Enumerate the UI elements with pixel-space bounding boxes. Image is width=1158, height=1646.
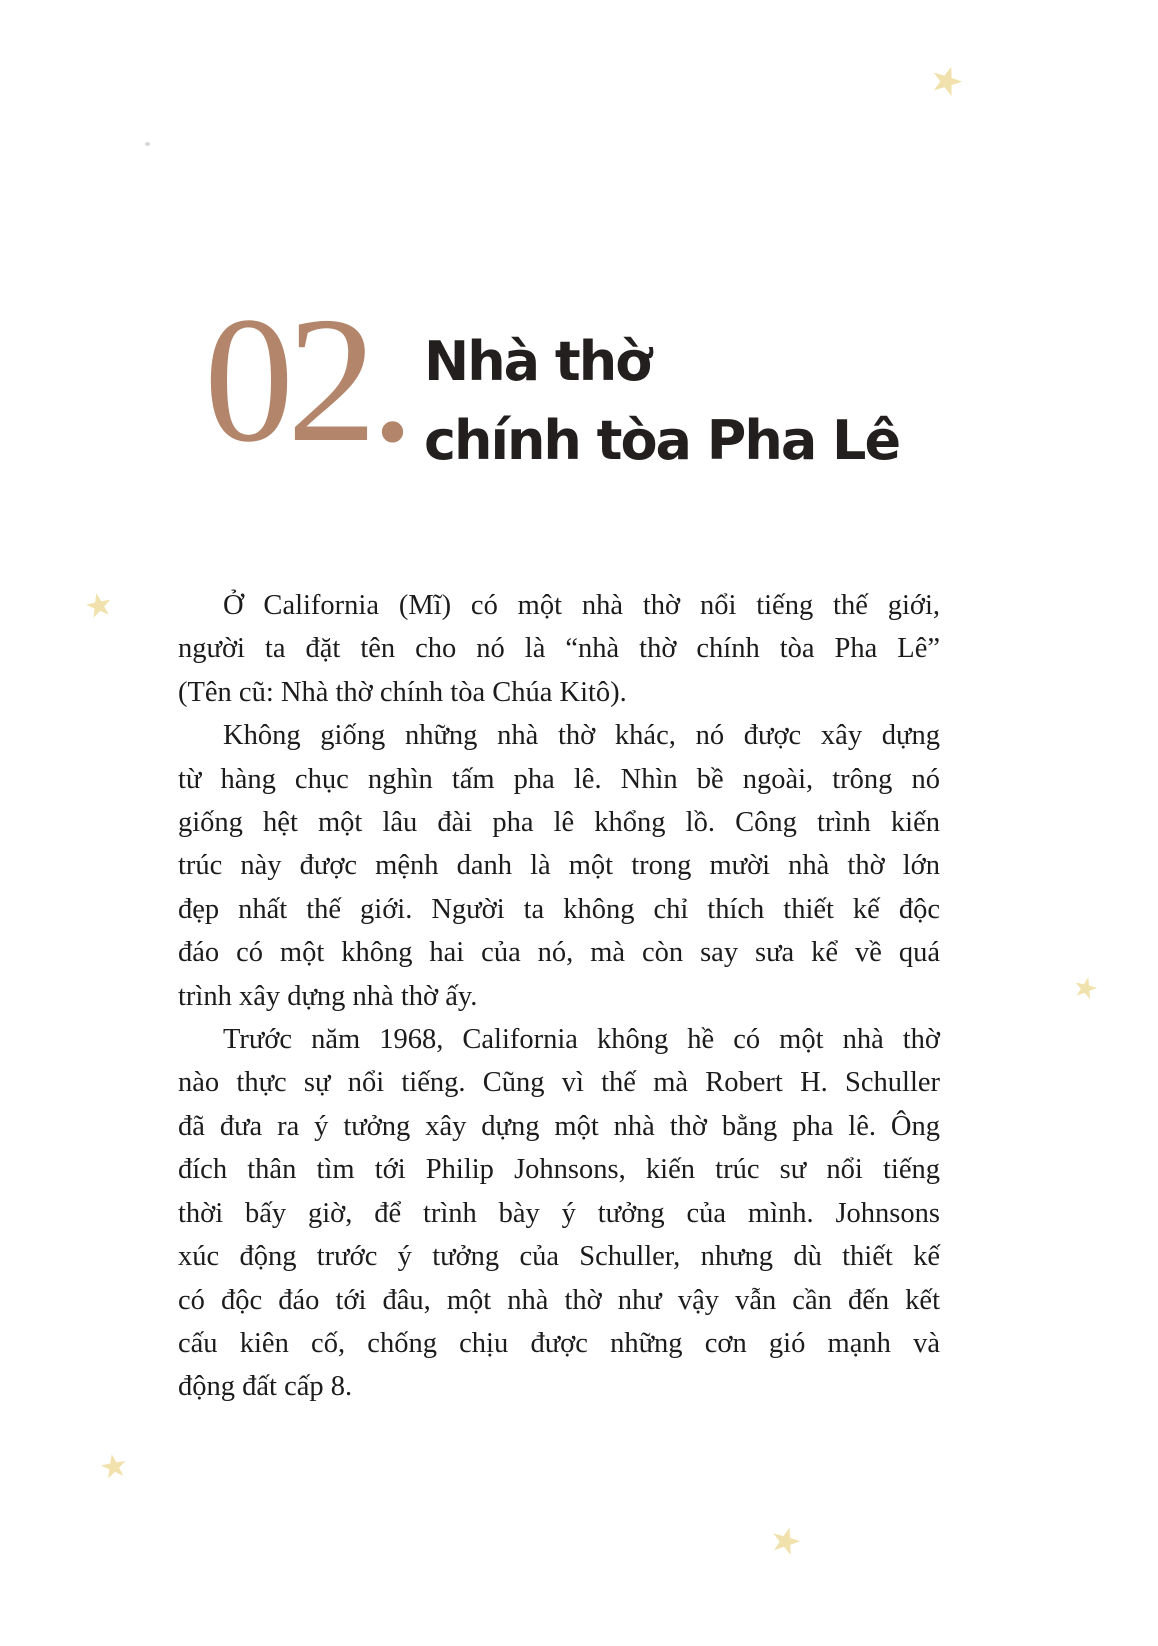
star-icon (84, 591, 115, 622)
text-line: xúc động trước ý tưởng của Schuller, nhưng dù thiết kế (178, 1241, 940, 1273)
text-line: người ta đặt tên cho nó là “nhà thờ chính tòa Pha Lê” (178, 633, 940, 665)
dot-decoration (145, 142, 150, 146)
text-line: động đất cấp 8. (178, 1371, 353, 1403)
chapter-number: 02. (204, 280, 408, 479)
text-line: đẹp nhất thế giới. Người ta không chỉ thích thiết kế độc (178, 893, 940, 925)
text-line: đã đưa ra ý tưởng xây dựng một nhà thờ bằng pha lê. Ông (178, 1110, 940, 1142)
text-line: cấu kiên cố, chống chịu được những cơn gió mạnh và (178, 1327, 940, 1359)
text-line: Ở California (Mĩ) có một nhà thờ nổi tiếng thế giới, (223, 590, 940, 621)
paragraph-3 (178, 1018, 940, 1409)
text-line: trình xây dựng nhà thờ ấy. (178, 980, 478, 1012)
star-icon (768, 1524, 804, 1560)
text-line: trúc này được mệnh danh là một trong mười nhà thờ lớn (178, 850, 940, 882)
text-line: Trước năm 1968, California không hề có một nhà thờ (223, 1024, 940, 1056)
star-icon (99, 1452, 129, 1482)
text-line: có độc đáo tới đâu, một nhà thờ như vậy vẫn cần đến kết (178, 1284, 940, 1316)
text-line: nào thực sự nổi tiếng. Cũng vì thế mà Robert H. Schuller (178, 1067, 940, 1099)
paragraph-1 (178, 584, 940, 714)
text-line: (Tên cũ: Nhà thờ chính tòa Chúa Kitô). (178, 676, 627, 708)
text-line: thời bấy giờ, để trình bày ý tưởng của mình. Johnsons (178, 1197, 940, 1229)
chapter-title-line1: Nhà thờ (424, 330, 651, 393)
text-line: đích thân tìm tới Philip Johnsons, kiến trúc sư nổi tiếng (178, 1154, 940, 1186)
chapter-title-line2: chính tòa Pha Lê (424, 409, 900, 472)
text-line: đáo có một không hai của nó, mà còn say sưa kể về quá (178, 937, 940, 969)
star-icon (927, 62, 966, 101)
text-line: từ hàng chục nghìn tấm pha lê. Nhìn bề ngoài, trông nó (178, 763, 940, 795)
chapter-title (424, 322, 899, 480)
body-text (178, 584, 940, 1409)
paragraph-2 (178, 714, 940, 1018)
text-line: Không giống những nhà thờ khác, nó được xây dựng (223, 720, 940, 752)
star-icon (1072, 975, 1100, 1003)
text-line: giống hệt một lâu đài pha lê khổng lồ. Công trình kiến (178, 807, 940, 839)
